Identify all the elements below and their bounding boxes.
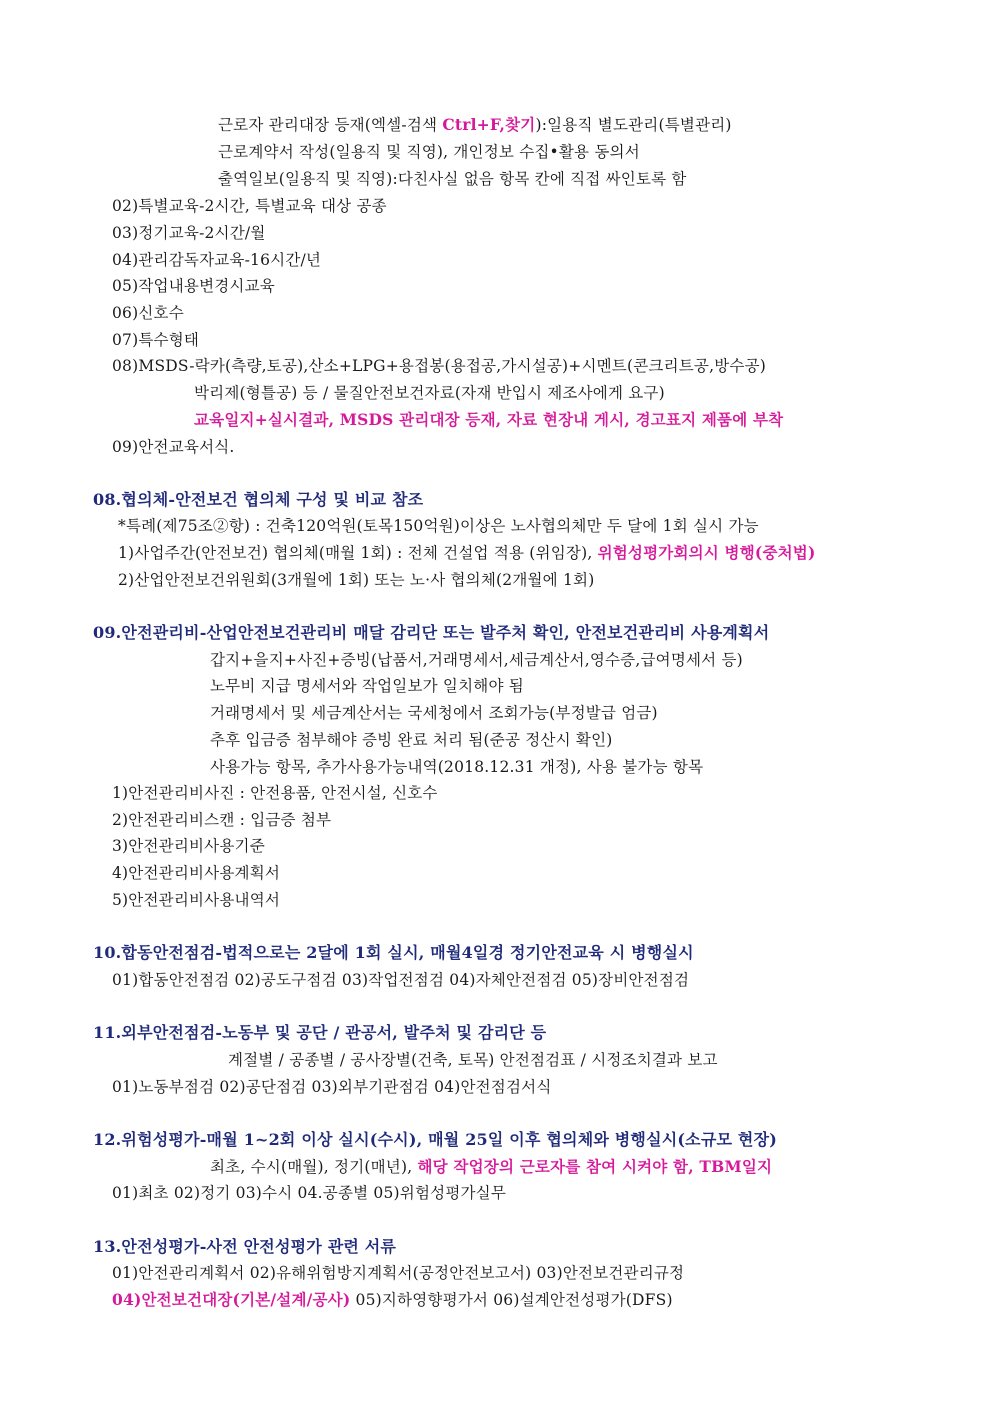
note-line: 최초, 수시(매월), 정기(매년), 해당 작업장의 근로자를 참여 시켜야 함, TBM일지 — [210, 1157, 773, 1176]
section-heading: 08.협의체-안전보건 협의체 구성 및 비교 참조 — [93, 490, 424, 509]
note-line: 사용가능 항목, 추가사용가능내역(2018.12.31 개정), 사용 불가능 항목 — [210, 758, 704, 776]
note-line: 노무비 지급 명세서와 작업일보가 일치해야 됨 — [210, 677, 524, 695]
list-item: 3)안전관리비사용기준 — [112, 837, 265, 855]
list-item: 03)정기교육-2시간/월 — [112, 224, 266, 242]
list-item: 01)노동부점검 02)공단점검 03)외부기관점검 04)안전점검서식 — [112, 1078, 552, 1096]
ctrl-f-highlight: Ctrl+F,찾기 — [442, 115, 536, 134]
list-item: 01)최초 02)정기 03)수시 04.공종별 05)위험성평가실무 — [112, 1184, 507, 1202]
note-line: 갑지+을지+사진+증빙(납품서,거래명세서,세금계산서,영수증,급여명세서 등) — [210, 651, 743, 669]
list-item: 04)안전보건대장(기본/설계/공사) 05)지하영향평가서 06)설계안전성평가(DFS) — [112, 1290, 673, 1309]
list-item: 1)안전관리비사진 : 안전용품, 안전시설, 신호수 — [112, 784, 438, 802]
list-item: 2)산업안전보건위원회(3개월에 1회) 또는 노·사 협의체(2개월에 1회) — [118, 571, 595, 589]
list-item: 07)특수형태 — [112, 331, 200, 349]
list-item: 04)관리감독자교육-16시간/년 — [112, 251, 322, 269]
note-line: 거래명세서 및 세금계산서는 국세청에서 조회가능(부정발급 엄금) — [210, 704, 658, 722]
note-line: 추후 입금증 첨부해야 증빙 완료 처리 됨(준공 정산시 확인) — [210, 731, 613, 749]
section-heading: 13.안전성평가-사전 안전성평가 관련 서류 — [93, 1237, 397, 1256]
note-line: 계절별 / 공종별 / 공사장별(건축, 토목) 안전점검표 / 시정조치결과 보고 — [228, 1051, 718, 1069]
labor-contract-line: 근로계약서 작성(일용직 및 직영), 개인정보 수집•활용 동의서 — [218, 143, 640, 161]
daily-attendance-line: 출역일보(일용직 및 직영):다친사실 없음 항목 칸에 직접 싸인토록 함 — [218, 170, 687, 188]
list-item: 1)사업주간(안전보건) 협의체(매월 1회) : 전체 건설업 적용 (위임장), 위험성평가회의시 병행(중처법) — [118, 543, 816, 562]
list-item: 5)안전관리비사용내역서 — [112, 891, 281, 909]
list-item: 08)MSDS-락카(측량,토공),산소+LPG+용접봉(용접공,가시설공)+시멘트(콘크리트공,방수공) — [112, 357, 766, 375]
worker-participation-highlight: 해당 작업장의 근로자를 참여 시켜야 함, TBM일지 — [417, 1157, 773, 1176]
list-item: 02)특별교육-2시간, 특별교육 대상 공종 — [112, 197, 387, 215]
section-heading: 11.외부안전점검-노동부 및 공단 / 관공서, 발주처 및 감리단 등 — [93, 1023, 547, 1042]
section-heading: 12.위험성평가-매월 1~2회 이상 실시(수시), 매월 25일 이후 협의체와 병행실시(소규모 현장) — [93, 1130, 777, 1149]
worker-register-line: 근로자 관리대장 등재(엑셀-검색 Ctrl+F,찾기):일용직 별도관리(특별관리) — [218, 115, 732, 134]
section-heading: 10.합동안전점검-법적으로는 2달에 1회 실시, 매월4일경 정기안전교육 시 병행실시 — [93, 943, 694, 962]
msds-highlight-line: 교육일지+실시결과, MSDS 관리대장 등재, 자료 현장내 게시, 경고표지 제품에 부착 — [194, 410, 784, 429]
risk-assessment-highlight: 위험성평가회의시 병행(중처법) — [597, 543, 816, 562]
list-item: 09)안전교육서식. — [112, 438, 235, 456]
section-heading: 09.안전관리비-산업안전보건관리비 매달 감리단 또는 발주처 확인, 안전보건관리비 사용계획서 — [93, 623, 770, 642]
msds-sub-line: 박리제(형틀공) 등 / 물질안전보건자료(자재 반입시 제조사에게 요구) — [194, 384, 665, 402]
list-item: 01)안전관리계획서 02)유해위험방지계획서(공정안전보고서) 03)안전보건관리규정 — [112, 1264, 685, 1282]
safety-ledger-highlight: 04)안전보건대장(기본/설계/공사) — [112, 1290, 351, 1309]
list-item: 01)합동안전점검 02)공도구점검 03)작업전점검 04)자체안전점검 05)장비안전점검 — [112, 971, 690, 989]
special-case-line: *특례(제75조②항) : 건축120억원(토목150억원)이상은 노사협의체만 두 달에 1회 실시 가능 — [118, 517, 759, 535]
list-item: 2)안전관리비스캔 : 입금증 첨부 — [112, 811, 332, 829]
list-item: 06)신호수 — [112, 304, 184, 322]
list-item: 4)안전관리비사용계획서 — [112, 864, 281, 882]
list-item: 05)작업내용변경시교육 — [112, 277, 275, 295]
